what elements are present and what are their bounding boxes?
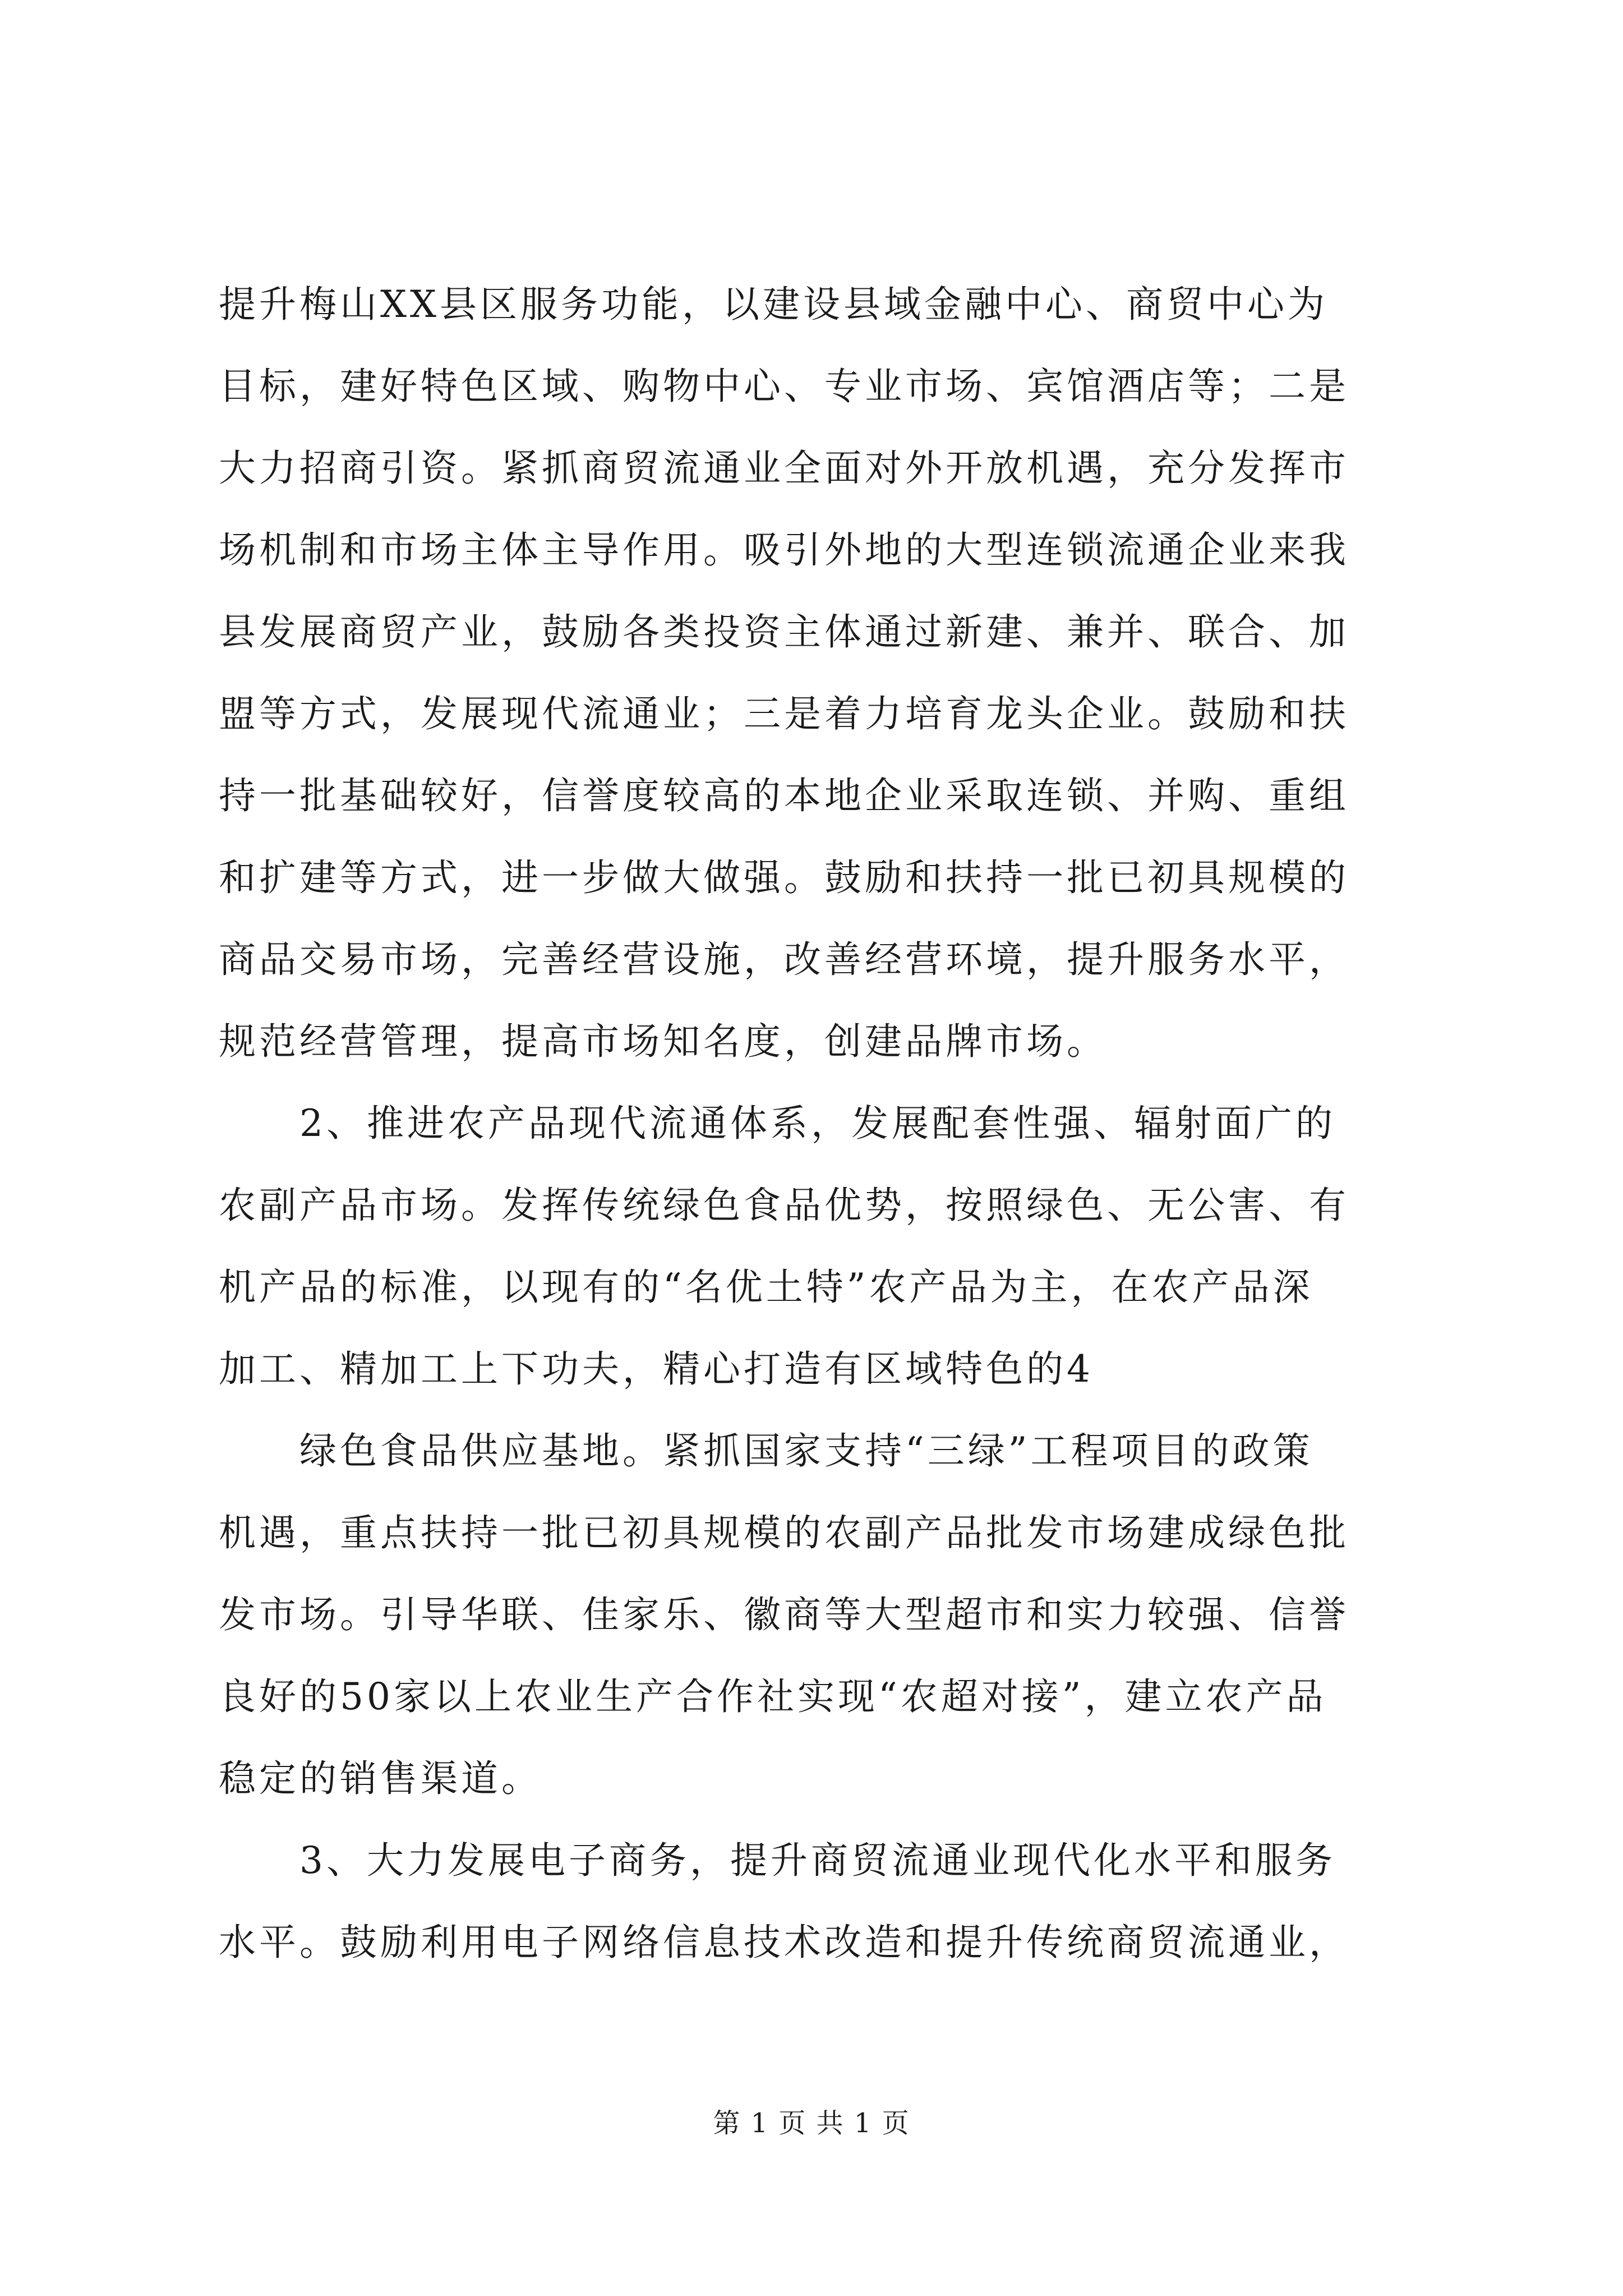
- text-line: 大力招商引资。紧抓商贸流通业全面对外开放机遇，充分发挥市: [219, 447, 1349, 490]
- text-line: 水平。鼓励利用电子网络信息技术改造和提升传统商贸流通业，: [219, 1921, 1349, 1964]
- text-line: 持一批基础较好，信誉度较高的本地企业采取连锁、并购、重组: [219, 774, 1349, 817]
- text-line: 提升梅山XX县区服务功能，以建设县域金融中心、商贸中心为: [219, 283, 1328, 326]
- text-line: 县发展商贸产业，鼓励各类投资主体通过新建、兼并、联合、加: [219, 610, 1349, 654]
- text-line: 目标，建好特色区域、购物中心、专业市场、宾馆酒店等；二是: [219, 365, 1349, 408]
- page-footer: 第 1 页 共 1 页: [713, 2108, 910, 2139]
- text-line: 场机制和市场主体主导作用。吸引外地的大型连锁流通企业来我: [219, 528, 1349, 572]
- text-line: 农副产品市场。发挥传统绿色食品优势，按照绿色、无公害、有: [219, 1184, 1349, 1227]
- text-line: 稳定的销售渠道。: [219, 1757, 542, 1800]
- text-line: 绿色食品供应基地。紧抓国家支持“三绿”工程项目的政策: [219, 1429, 1313, 1473]
- text-line: 机遇，重点扶持一批已初具规模的农副产品批发市场建成绿色批: [219, 1511, 1349, 1554]
- text-line: 加工、精加工上下功夫，精心打造有区域特色的4: [219, 1347, 1094, 1391]
- text-line: 和扩建等方式，进一步做大做强。鼓励和扶持一批已初具规模的: [219, 856, 1349, 899]
- text-line: 发市场。引导华联、佳家乐、徽商等大型超市和实力较强、信誉: [219, 1593, 1349, 1636]
- text-line: 良好的50家以上农业生产合作社实现“农超对接”，建立农产品: [219, 1675, 1327, 1718]
- text-line: 2、推进农产品现代流通体系，发展配套性强、辐射面广的: [219, 1102, 1336, 1145]
- text-line: 机产品的标准，以现有的“名优土特”农产品为主，在农产品深: [219, 1266, 1313, 1309]
- text-line: 商品交易市场，完善经营设施，改善经营环境，提升服务水平，: [219, 938, 1349, 981]
- document-body: [219, 264, 1413, 1984]
- text-line: 3、大力发展电子商务，提升商贸流通业现代化水平和服务: [219, 1839, 1336, 1882]
- text-line: 规范经营管理，提高市场知名度，创建品牌市场。: [219, 1020, 1107, 1063]
- text-line: 盟等方式，发展现代流通业；三是着力培育龙头企业。鼓励和扶: [219, 692, 1349, 735]
